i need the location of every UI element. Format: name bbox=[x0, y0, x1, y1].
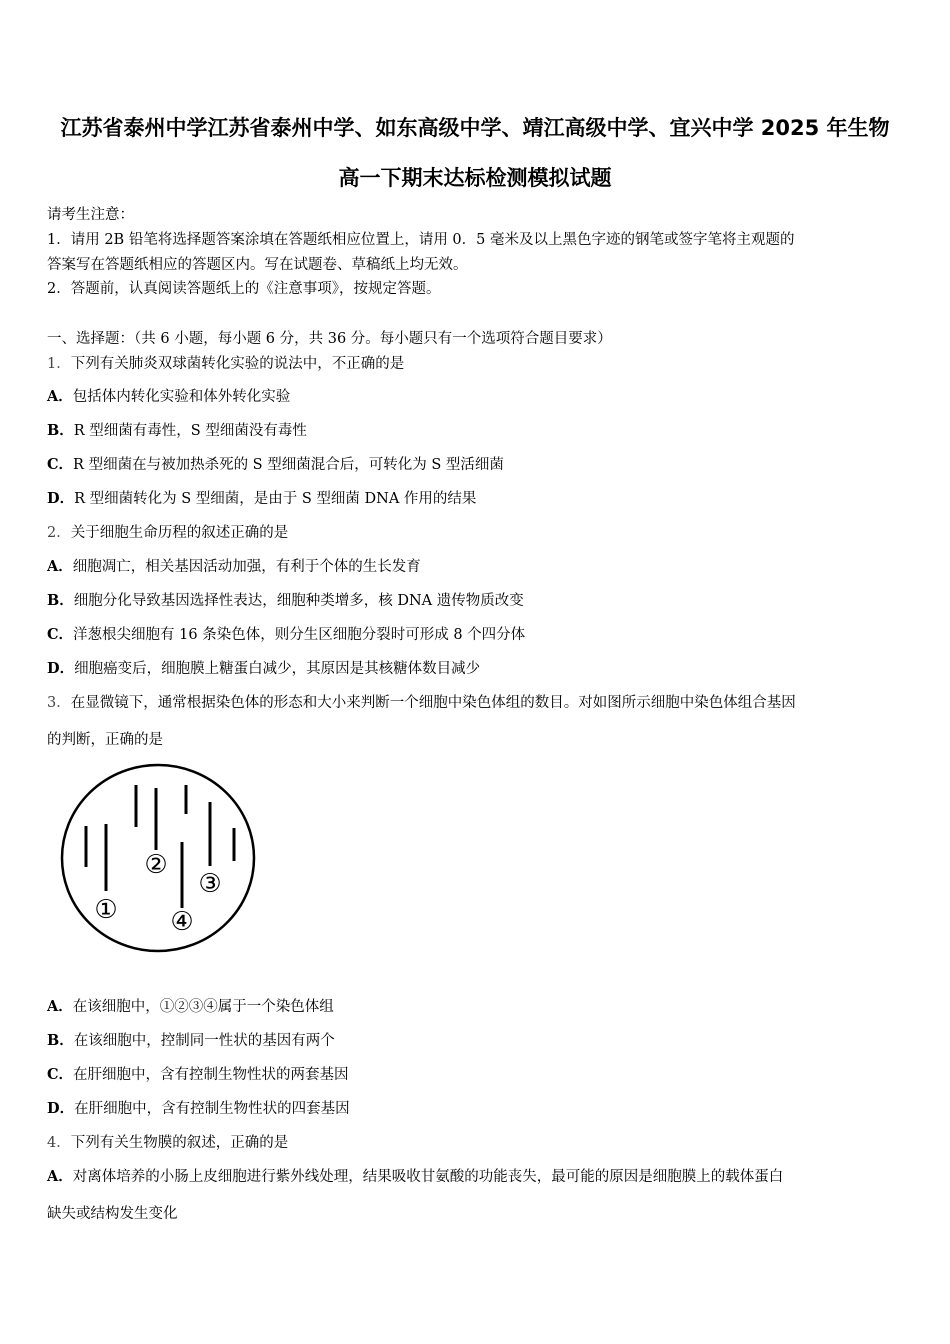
question-3-option-b bbox=[47, 1029, 335, 1050]
option-letter: C． bbox=[47, 1066, 74, 1083]
option-text: 细胞分化导致基因选择性表达，细胞种类增多，核 DNA 遗传物质改变 bbox=[73, 593, 524, 609]
option-text: 包括体内转化实验和体外转化实验 bbox=[72, 389, 291, 405]
exam-title-line-2: 高一下期末达标检测模拟试题 bbox=[338, 166, 612, 190]
option-letter: C． bbox=[47, 626, 74, 643]
question-3-option-d bbox=[47, 1097, 350, 1118]
question-2-option-d bbox=[47, 657, 480, 678]
question-number: 4． bbox=[47, 1135, 71, 1151]
chromosome-cell-figure bbox=[58, 760, 258, 956]
option-letter: B． bbox=[47, 592, 74, 609]
option-text: 在该细胞中，控制同一性状的基因有两个 bbox=[73, 1033, 335, 1049]
section-heading: 一、选择题：（共 6 小题，每小题 6 分，共 36 分。每小题只有一个选项符合题目要求） bbox=[47, 331, 612, 347]
option-letter: A． bbox=[47, 998, 73, 1015]
option-text: 细胞癌变后，细胞膜上糖蛋白减少，其原因是其核糖体数目减少 bbox=[74, 661, 481, 677]
option-letter: D． bbox=[47, 660, 75, 677]
question-3-option-c bbox=[47, 1063, 349, 1084]
question-text: 下列有关生物膜的叙述，正确的是 bbox=[70, 1135, 289, 1151]
question-number: 2． bbox=[47, 525, 71, 541]
question-4-stem bbox=[47, 1131, 288, 1152]
notice-item-2: 2．答题前，认真阅读答题纸上的《注意事项》，按规定答题。 bbox=[47, 281, 441, 297]
question-text: 关于细胞生命历程的叙述正确的是 bbox=[70, 525, 289, 541]
question-1-option-b bbox=[47, 419, 307, 440]
label-1: ① bbox=[94, 895, 118, 925]
option-letter: C． bbox=[47, 456, 74, 473]
option-text: 在该细胞中，①②③④属于一个染色体组 bbox=[72, 999, 334, 1015]
option-letter: D． bbox=[47, 490, 75, 507]
question-number: 3． bbox=[47, 695, 71, 711]
option-text: 洋葱根尖细胞有 16 条染色体，则分生区细胞分裂时可形成 8 个四分体 bbox=[73, 627, 526, 643]
option-text: R 型细菌在与被加热杀死的 S 型细菌混合后，可转化为 S 型活细菌 bbox=[73, 457, 504, 473]
question-text: 在显微镜下，通常根据染色体的形态和大小来判断一个细胞中染色体组的数目。对如图所示细胞中染色体组合基因 bbox=[70, 695, 796, 711]
question-1-stem bbox=[47, 352, 404, 373]
question-3-option-a bbox=[47, 995, 334, 1016]
option-text: 细胞凋亡，相关基因活动加强，有利于个体的生长发育 bbox=[72, 559, 421, 575]
notice-item-1a: 1．请用 2B 铅笔将选择题答案涂填在答题纸相应位置上，请用 0．5 毫米及以上黑色字迹的钢笔或签字笔将主观题的 bbox=[47, 232, 795, 248]
question-3-stem-line-2: 的判断，正确的是 bbox=[47, 732, 163, 748]
question-number: 1． bbox=[47, 356, 71, 372]
option-letter: A． bbox=[47, 1168, 73, 1185]
option-letter: B． bbox=[47, 1032, 74, 1049]
option-letter: D． bbox=[47, 1100, 75, 1117]
option-text: 在肝细胞中，含有控制生物性状的两套基因 bbox=[73, 1067, 349, 1083]
notice-heading: 请考生注意： bbox=[47, 207, 134, 223]
label-2: ② bbox=[144, 850, 168, 880]
question-1-option-c bbox=[47, 453, 504, 474]
option-letter: B． bbox=[47, 422, 74, 439]
question-4-option-a-line-1 bbox=[47, 1165, 783, 1186]
exam-title-line-1: 江苏省泰州中学江苏省泰州中学、如东高级中学、靖江高级中学、宜兴中学 2025 年生物 bbox=[60, 116, 890, 140]
question-text: 下列有关肺炎双球菌转化实验的说法中，不正确的是 bbox=[70, 356, 405, 372]
question-2-option-a bbox=[47, 555, 421, 576]
question-2-option-c bbox=[47, 623, 525, 644]
question-1-option-a bbox=[47, 385, 290, 406]
label-4: ④ bbox=[170, 907, 194, 937]
option-text: R 型细菌有毒性，S 型细菌没有毒性 bbox=[73, 423, 307, 439]
option-text: R 型细菌转化为 S 型细菌，是由于 S 型细菌 DNA 作用的结果 bbox=[74, 491, 477, 507]
question-2-stem bbox=[47, 521, 288, 542]
option-letter: A． bbox=[47, 388, 73, 405]
label-3: ③ bbox=[198, 869, 222, 899]
question-4-option-a-line-2: 缺失或结构发生变化 bbox=[47, 1206, 178, 1222]
question-1-option-d bbox=[47, 487, 476, 508]
option-text: 对离体培养的小肠上皮细胞进行紫外线处理，结果吸收甘氨酸的功能丧失，最可能的原因是细胞膜上的载体蛋白 bbox=[72, 1169, 784, 1185]
question-2-option-b bbox=[47, 589, 524, 610]
notice-item-1b: 答案写在答题纸相应的答题区内。写在试题卷、草稿纸上均无效。 bbox=[47, 257, 468, 273]
option-letter: A． bbox=[47, 558, 73, 575]
question-3-stem-line-1 bbox=[47, 691, 796, 712]
option-text: 在肝细胞中，含有控制生物性状的四套基因 bbox=[74, 1101, 350, 1117]
